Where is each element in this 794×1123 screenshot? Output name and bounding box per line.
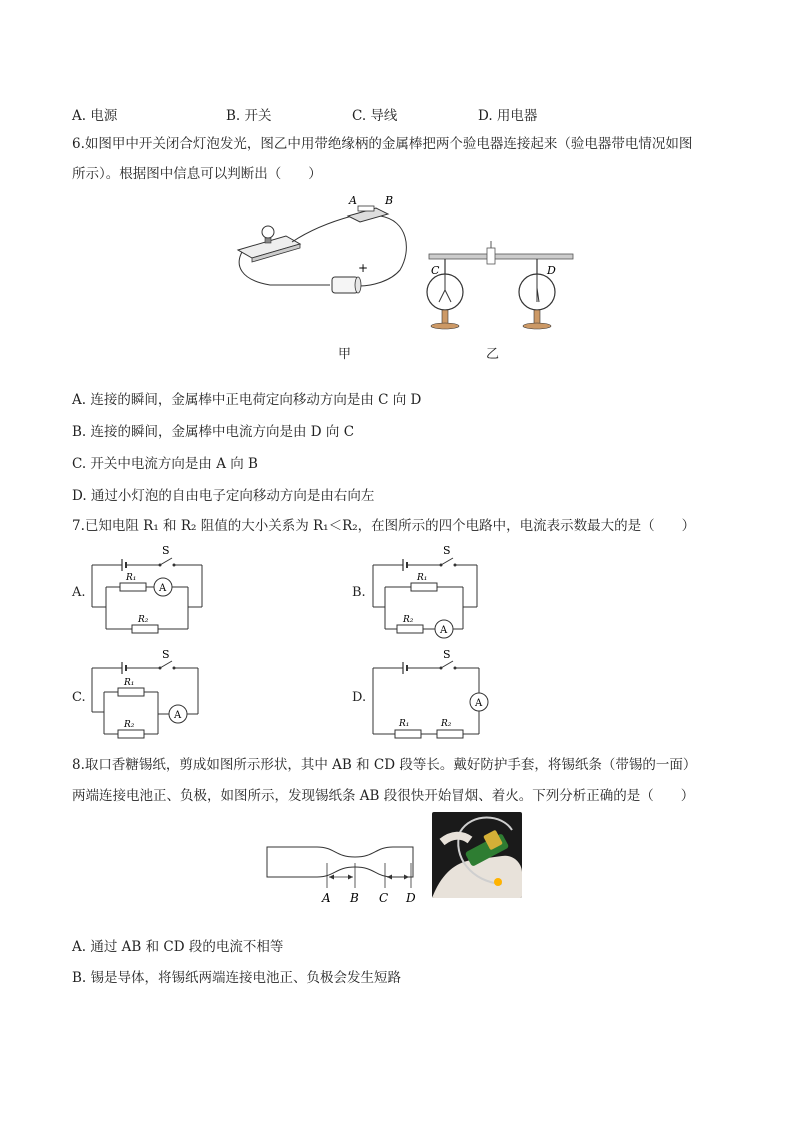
q6-option-b: B. 连接的瞬间，金属棒中电流方向是由 D 向 C [72,424,355,440]
q7-circuit-d [373,648,493,742]
q8-option-b: B. 锡是导体，将锡纸两端连接电池正、负极会发生短路 [72,970,402,986]
q8-stem-line1: 8.取口香糖锡纸，剪成如图所示形状，其中 AB 和 CD 段等长。戴好防护手套，将锡纸条（带锡的一面） [72,757,697,773]
switch-label-a: A [349,194,357,207]
q6-option-a: A. 连接的瞬间，金属棒中正电荷定向移动方向是由 C 向 D [72,392,422,408]
fig-jia-caption: 甲 [338,347,352,362]
svg-text:R₁: R₁ [417,573,428,583]
q7-stem: 7.已知电阻 R₁ 和 R₂ 阻值的大小关系为 R₁＜R₂，在图所示的四个电路中，电流表示数最大的是（ ） [72,518,696,534]
svg-text:R₂: R₂ [124,720,135,730]
q5-option-c: C. 导线 [352,108,398,124]
foil-label-b: B [350,891,359,905]
q6-option-d: D. 通过小灯泡的自由电子定向移动方向是由右向左 [72,488,375,504]
q6-figure-yi [425,240,575,340]
svg-text:R₂: R₂ [403,615,414,625]
fig-yi-caption: 乙 [486,347,500,362]
q5-option-a: A. 电源 [72,108,118,124]
q6-option-c: C. 开关中电流方向是由 A 向 B [72,456,258,472]
foil-label-d: D [406,891,416,905]
svg-text:A: A [475,698,483,709]
q5-option-d: D. 用电器 [478,108,538,124]
foil-label-c: C [379,891,389,905]
q7-option-c-label: C. [72,690,86,705]
svg-text:S: S [162,544,170,557]
svg-text:R₂: R₂ [441,719,452,729]
label-c: C [431,264,440,277]
q6-figure-jia [230,190,420,300]
q7-circuit-b [373,545,493,640]
switch-label-b: B [385,194,394,207]
svg-text:R₂: R₂ [138,615,149,625]
q7-option-d-label: D. [352,690,367,705]
svg-text:R₁: R₁ [399,719,410,729]
q8-option-a: A. 通过 AB 和 CD 段的电流不相等 [72,939,284,955]
svg-text:S: S [162,648,170,661]
q8-stem-line2: 两端连接电池正、负极，如图所示，发现锡纸条 AB 段很快开始冒烟、着火。下列分析正确的是（ ） [72,788,695,804]
svg-text:A: A [174,710,182,721]
svg-text:A: A [159,583,167,594]
q6-stem-line1: 6.如图甲中开关闭合灯泡发光，图乙中用带绝缘柄的金属棒把两个验电器连接起来（验电器带电情况如图 [72,136,693,152]
battery-plus: + [358,261,369,275]
bulb-icon [262,226,274,238]
battery-icon [332,277,358,293]
metal-rod [429,254,573,259]
q7-option-b-label: B. [352,585,366,600]
q7-option-a-label: A. [72,585,86,600]
foil-label-a: A [322,891,331,905]
q5-option-b: B. 开关 [226,108,272,124]
q6-stem-line2: 所示）。根据图中信息可以判断出（ ） [72,166,322,182]
svg-text:R₁: R₁ [126,573,137,583]
label-d: D [547,264,556,277]
q8-battery-photo [432,812,522,898]
q7-circuit-c [92,648,212,742]
svg-text:S: S [443,648,451,661]
q8-foil-figure [265,843,425,908]
svg-text:R₁: R₁ [124,678,135,688]
q7-circuit-a [92,545,212,635]
svg-text:S: S [443,544,451,557]
svg-text:A: A [440,625,448,636]
